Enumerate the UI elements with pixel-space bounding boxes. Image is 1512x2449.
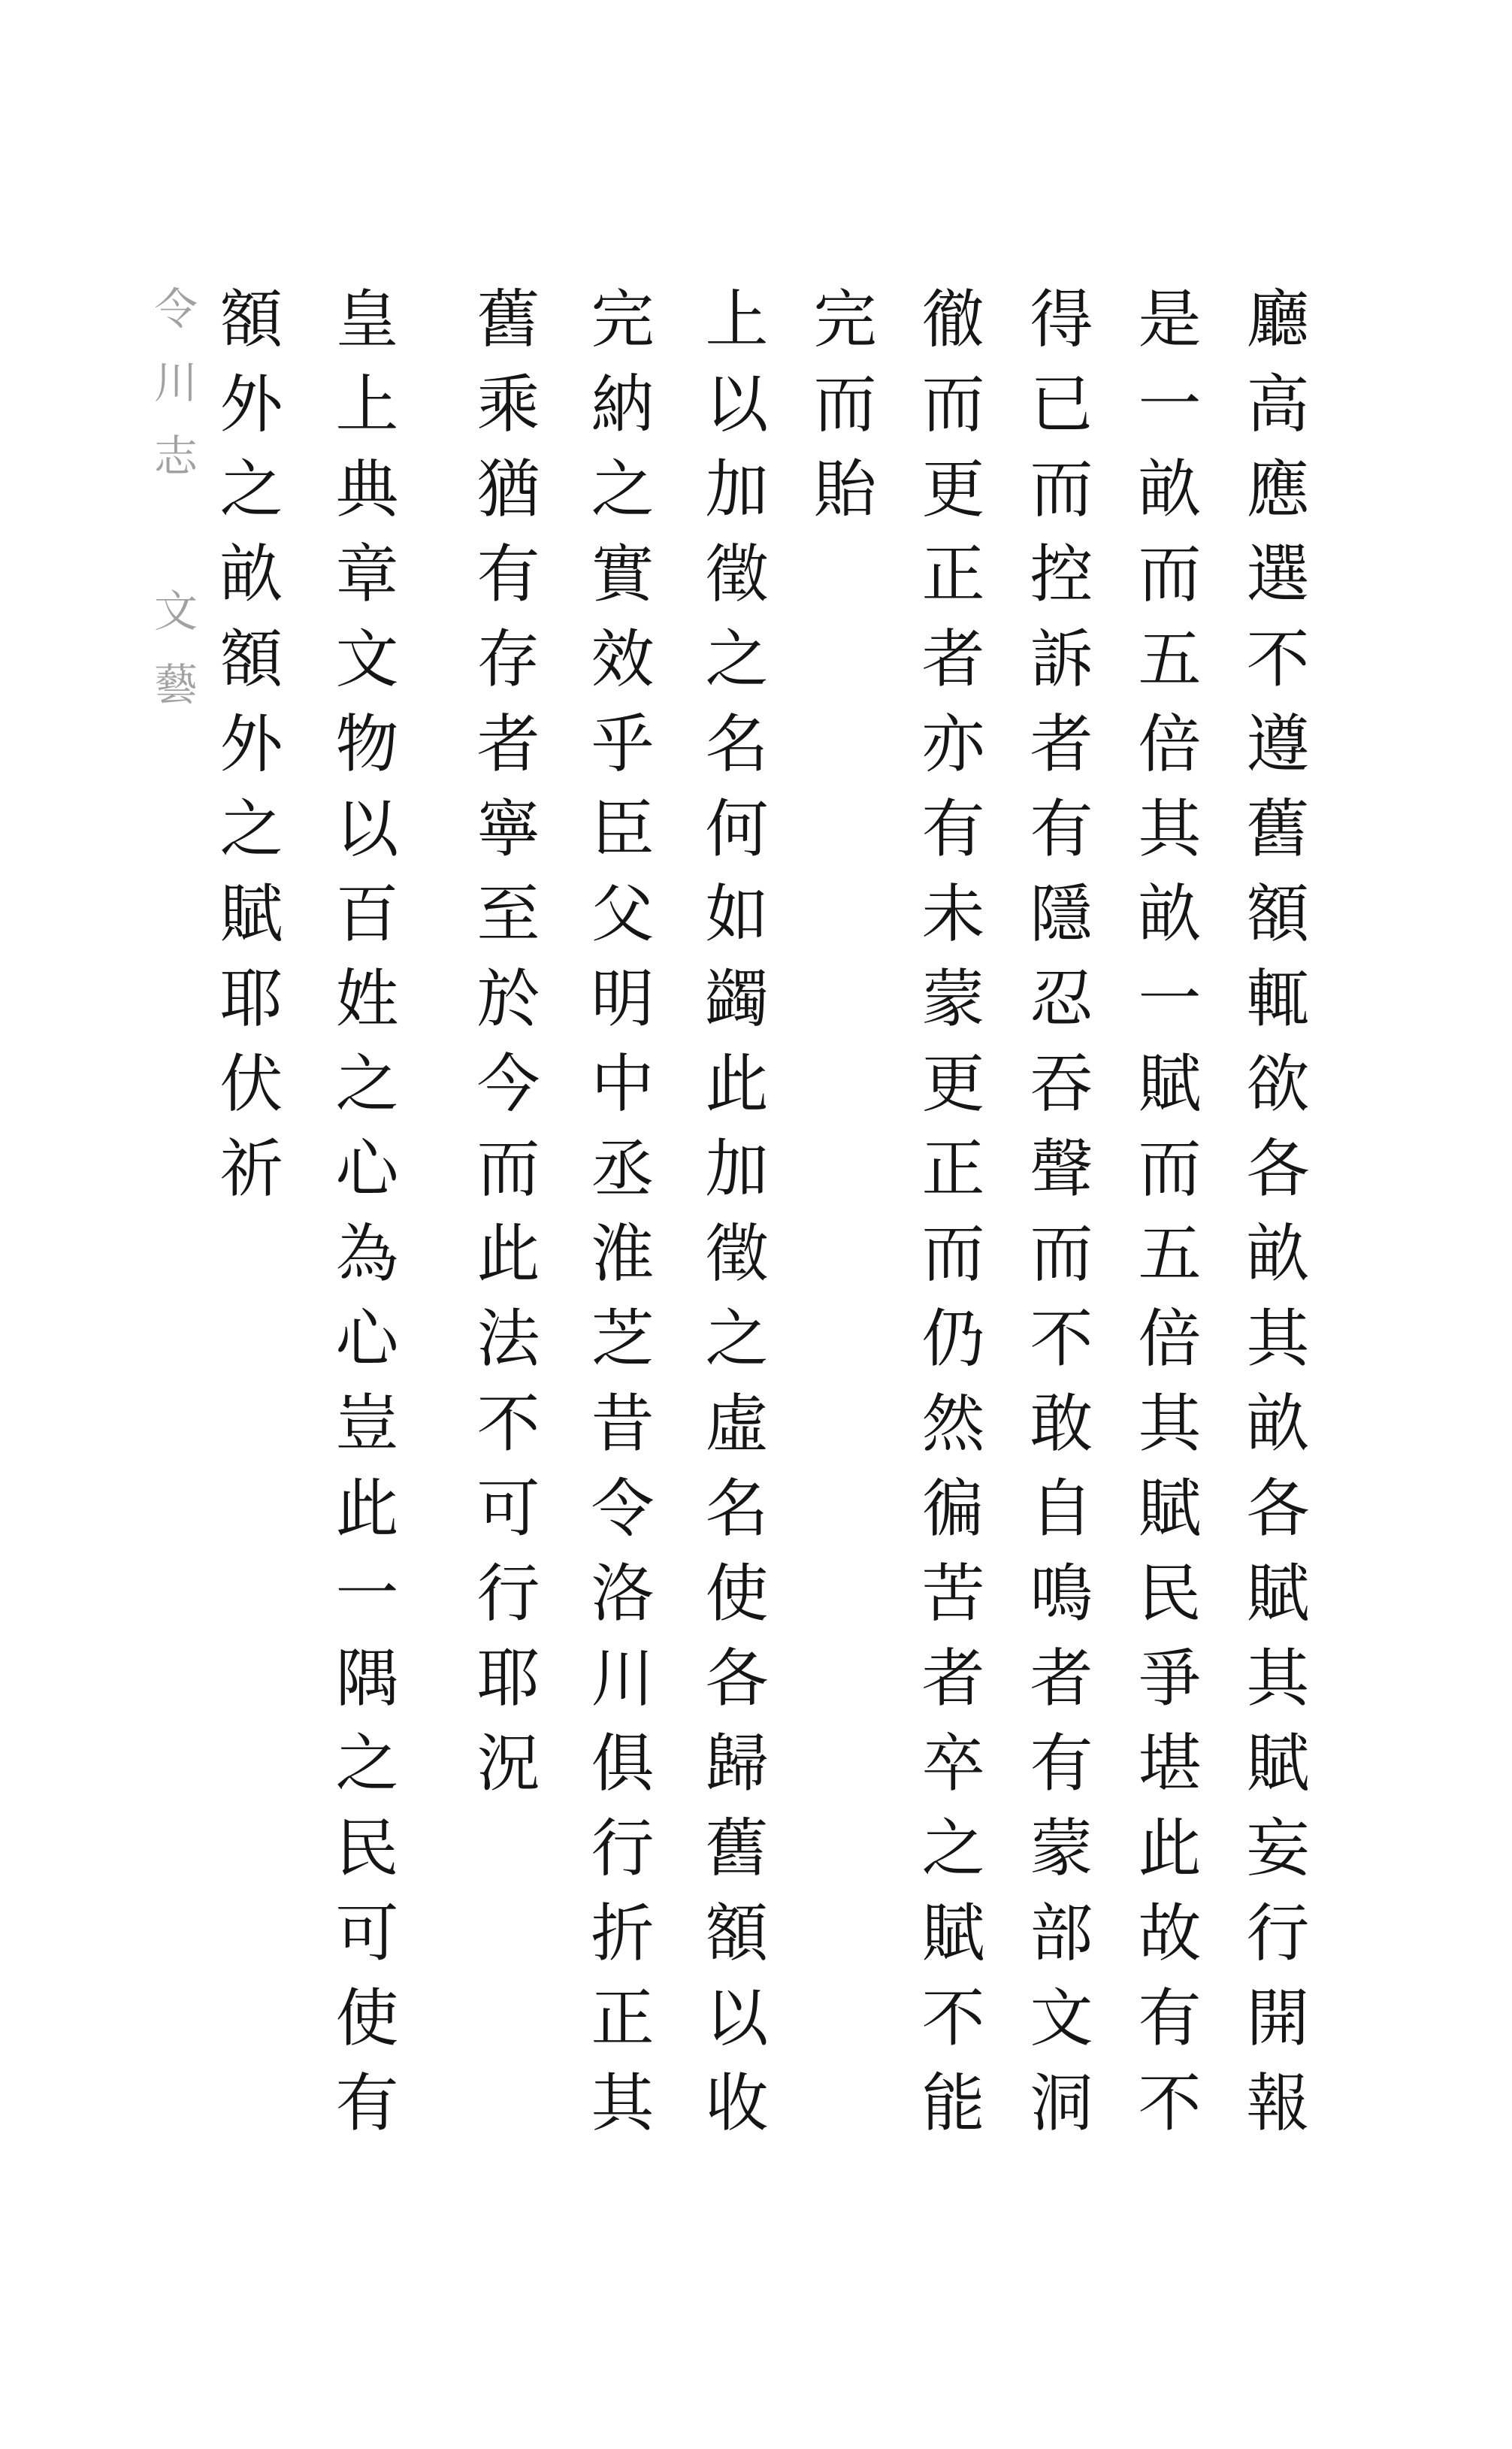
- text-column-9: 皇上典章文物以百姓之心為心豈此一隅之民可使有: [325, 286, 399, 2154]
- text-column-5: 完而貽: [803, 286, 877, 540]
- text-column-6: 上以加徵之名何如蠲此加徵之虛名使各歸舊額以收: [695, 286, 769, 2154]
- text-column-8: 舊乘猶有存者寧至於今而此法不可行耶況: [467, 286, 540, 1815]
- text-column-4: 徹而更正者亦有未蒙更正而仍然徧苦者卒之賦不能: [912, 286, 985, 2154]
- text-column-7: 完納之實效乎臣父明中丞淮芝昔令洛川俱行折正其: [581, 286, 655, 2154]
- text-column-10: 額外之畝額外之賦耶伏祈: [210, 286, 283, 1220]
- page-margin-note: 令川志 文藝: [147, 286, 198, 735]
- text-column-3: 得已而控訴者有隱忍吞聲而不敢自鳴者有蒙部文洞: [1020, 286, 1093, 2154]
- text-column-2: 是一畝而五倍其畝一賦而五倍其賦民爭堪此故有不: [1128, 286, 1202, 2154]
- text-column-1: 廳高應選不遵舊額輒欲各畝其畝各賦其賦妄行開報: [1236, 286, 1310, 2154]
